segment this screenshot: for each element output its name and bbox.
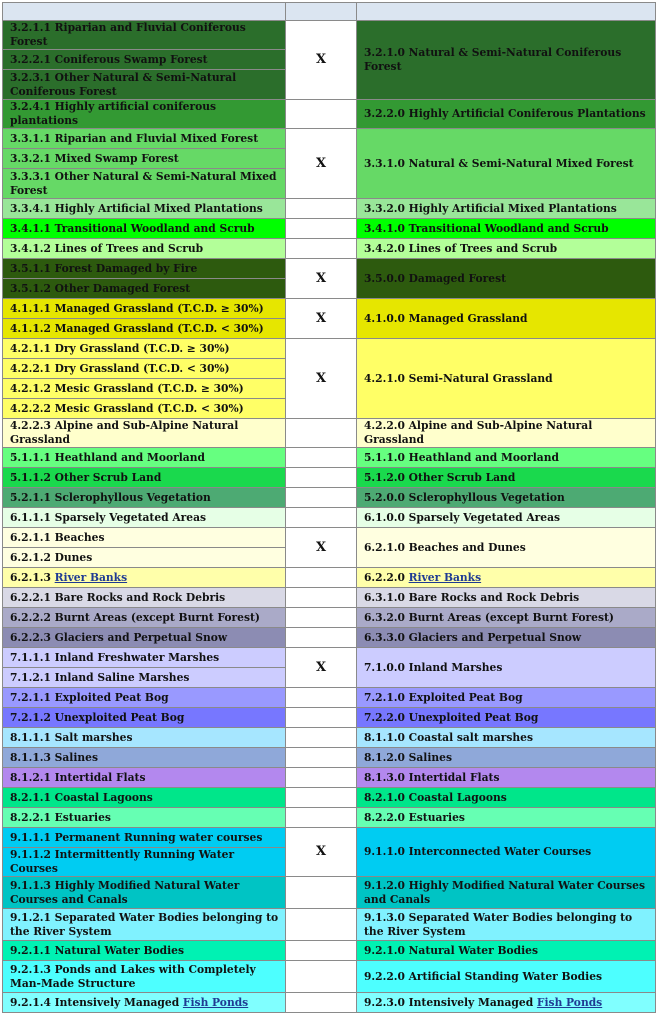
merged-class-cell: 6.3.1.0 Bare Rocks and Rock Debris bbox=[357, 588, 656, 608]
detail-class-cell: 4.2.2.3 Alpine and Sub-Alpine Natural Grassland bbox=[3, 419, 286, 448]
link-text[interactable]: Fish Ponds bbox=[536, 995, 603, 1009]
detail-class-cell: 3.3.2.1 Mixed Swamp Forest bbox=[3, 149, 286, 169]
merged-class-cell: 3.4.1.0 Transitional Woodland and Scrub bbox=[357, 219, 656, 239]
merged-class-cell: 3.3.2.0 Highly Artificial Mixed Plantations bbox=[357, 199, 656, 219]
detail-class-cell: 4.2.1.1 Dry Grassland (T.C.D. ≥ 30%) bbox=[3, 339, 286, 359]
merge-mark-cell bbox=[286, 993, 357, 1013]
detail-class-cell: 4.2.1.2 Mesic Grassland (T.C.D. ≥ 30%) bbox=[3, 379, 286, 399]
detail-class-cell: 5.1.1.2 Other Scrub Land bbox=[3, 468, 286, 488]
table-row bbox=[3, 788, 656, 808]
detail-class-cell: 6.2.2.1 Bare Rocks and Rock Debris bbox=[3, 588, 286, 608]
merged-class-cell: 3.5.0.0 Damaged Forest bbox=[357, 259, 656, 299]
merge-mark-cell: X bbox=[286, 648, 357, 688]
merge-mark-cell bbox=[286, 448, 357, 468]
detail-class-cell: 3.2.3.1 Other Natural & Semi-Natural Coniferous Forest bbox=[3, 70, 286, 100]
detail-class-cell: 3.2.1.1 Riparian and Fluvial Coniferous Forest bbox=[3, 21, 286, 50]
merge-mark-cell bbox=[286, 748, 357, 768]
merge-mark-cell bbox=[286, 468, 357, 488]
detail-class-cell: 3.5.1.2 Other Damaged Forest bbox=[3, 279, 286, 299]
detail-class-cell: 3.3.4.1 Highly Artificial Mixed Plantations bbox=[3, 199, 286, 219]
merged-class-cell: 4.1.0.0 Managed Grassland bbox=[357, 299, 656, 339]
detail-class-cell: 7.1.2.1 Inland Saline Marshes bbox=[3, 668, 286, 688]
detail-class-cell: 8.1.1.1 Salt marshes bbox=[3, 728, 286, 748]
merge-mark-cell: X bbox=[286, 21, 357, 100]
merged-class-cell: 6.3.2.0 Burnt Areas (except Burnt Forest) bbox=[357, 608, 656, 628]
header-cell-right bbox=[357, 3, 656, 21]
merged-class-cell: 5.1.1.0 Heathland and Moorland bbox=[357, 448, 656, 468]
detail-class-cell: 8.2.2.1 Estuaries bbox=[3, 808, 286, 828]
table-row bbox=[3, 728, 656, 748]
detail-class-cell: 8.1.1.3 Salines bbox=[3, 748, 286, 768]
merged-class-cell: 3.2.2.0 Highly Artificial Coniferous Plantations bbox=[357, 100, 656, 129]
merge-mark-cell bbox=[286, 808, 357, 828]
merge-mark-cell bbox=[286, 909, 357, 941]
merge-mark-cell: X bbox=[286, 828, 357, 877]
merged-class-cell: 4.2.1.0 Semi-Natural Grassland bbox=[357, 339, 656, 419]
merged-class-cell: 9.1.1.0 Interconnected Water Courses bbox=[357, 828, 656, 877]
merged-class-cell: 7.2.2.0 Unexploited Peat Bog bbox=[357, 708, 656, 728]
merged-class-cell: 9.1.2.0 Highly Modified Natural Water Courses and Canals bbox=[357, 877, 656, 909]
header-cell-mid bbox=[286, 3, 357, 21]
detail-class-cell: 4.2.2.2 Mesic Grassland (T.C.D. < 30%) bbox=[3, 399, 286, 419]
detail-class-cell: 5.1.1.1 Heathland and Moorland bbox=[3, 448, 286, 468]
merged-class-cell: 9.1.3.0 Separated Water Bodies belonging to the River System bbox=[357, 909, 656, 941]
merge-mark-cell bbox=[286, 219, 357, 239]
merged-class-cell: 8.1.3.0 Intertidal Flats bbox=[357, 768, 656, 788]
table-row bbox=[3, 909, 656, 941]
detail-class-cell: 8.1.2.1 Intertidal Flats bbox=[3, 768, 286, 788]
table-row bbox=[3, 708, 656, 728]
link-text[interactable]: River Banks bbox=[408, 570, 482, 584]
table-row bbox=[3, 828, 656, 848]
table-row bbox=[3, 648, 656, 668]
merged-class-cell: 6.2.1.0 Beaches and Dunes bbox=[357, 528, 656, 568]
merged-class-cell: 8.1.2.0 Salines bbox=[357, 748, 656, 768]
detail-class-cell: 3.2.4.1 Highly artificial coniferous plantations bbox=[3, 100, 286, 129]
merged-class-cell: 8.2.2.0 Estuaries bbox=[357, 808, 656, 828]
detail-class-cell: 4.2.2.1 Dry Grassland (T.C.D. < 30%) bbox=[3, 359, 286, 379]
detail-class-cell: 9.1.2.1 Separated Water Bodies belonging to the River System bbox=[3, 909, 286, 941]
table-row bbox=[3, 588, 656, 608]
table-row bbox=[3, 299, 656, 319]
table-row bbox=[3, 941, 656, 961]
merge-mark-cell bbox=[286, 728, 357, 748]
merged-class-cell: 7.1.0.0 Inland Marshes bbox=[357, 648, 656, 688]
merge-mark-cell bbox=[286, 588, 357, 608]
merged-class-cell: 6.2.2.0 River Banks bbox=[357, 568, 656, 588]
legend-table-body bbox=[3, 3, 656, 1013]
merge-mark-cell bbox=[286, 199, 357, 219]
table-row bbox=[3, 568, 656, 588]
detail-class-cell: 3.4.1.2 Lines of Trees and Scrub bbox=[3, 239, 286, 259]
detail-class-cell: 4.1.1.1 Managed Grassland (T.C.D. ≥ 30%) bbox=[3, 299, 286, 319]
merge-mark-cell bbox=[286, 768, 357, 788]
merge-mark-cell bbox=[286, 608, 357, 628]
table-row bbox=[3, 877, 656, 909]
table-row bbox=[3, 129, 656, 149]
detail-class-cell: 7.2.1.2 Unexploited Peat Bog bbox=[3, 708, 286, 728]
table-row bbox=[3, 259, 656, 279]
merge-mark-cell bbox=[286, 100, 357, 129]
merged-class-cell: 5.2.0.0 Sclerophyllous Vegetation bbox=[357, 488, 656, 508]
table-row bbox=[3, 768, 656, 788]
table-row bbox=[3, 628, 656, 648]
detail-class-cell: 3.3.3.1 Other Natural & Semi-Natural Mixed Forest bbox=[3, 169, 286, 199]
merged-class-cell: 8.2.1.0 Coastal Lagoons bbox=[357, 788, 656, 808]
merged-class-cell: 4.2.2.0 Alpine and Sub-Alpine Natural Grassland bbox=[357, 419, 656, 448]
merged-class-cell: 3.2.1.0 Natural & Semi-Natural Coniferous Forest bbox=[357, 21, 656, 100]
merged-class-cell: 3.4.2.0 Lines of Trees and Scrub bbox=[357, 239, 656, 259]
detail-class-cell: 3.3.1.1 Riparian and Fluvial Mixed Forest bbox=[3, 129, 286, 149]
merged-class-cell: 6.1.0.0 Sparsely Vegetated Areas bbox=[357, 508, 656, 528]
detail-class-cell: 5.2.1.1 Sclerophyllous Vegetation bbox=[3, 488, 286, 508]
table-row bbox=[3, 993, 656, 1013]
table-row bbox=[3, 488, 656, 508]
detail-class-cell: 6.2.2.2 Burnt Areas (except Burnt Forest) bbox=[3, 608, 286, 628]
merge-mark-cell bbox=[286, 628, 357, 648]
table-row bbox=[3, 21, 656, 50]
merge-mark-cell bbox=[286, 508, 357, 528]
table-row bbox=[3, 468, 656, 488]
merge-mark-cell bbox=[286, 877, 357, 909]
detail-class-cell: 9.2.1.4 Intensively Managed Fish Ponds bbox=[3, 993, 286, 1013]
detail-class-cell: 3.2.2.1 Coniferous Swamp Forest bbox=[3, 50, 286, 70]
merge-mark-cell bbox=[286, 488, 357, 508]
detail-class-cell: 6.2.1.1 Beaches bbox=[3, 528, 286, 548]
merge-mark-cell: X bbox=[286, 339, 357, 419]
merge-mark-cell bbox=[286, 708, 357, 728]
merged-class-cell: 6.3.3.0 Glaciers and Perpetual Snow bbox=[357, 628, 656, 648]
detail-class-cell: 6.2.1.3 River Banks bbox=[3, 568, 286, 588]
table-row bbox=[3, 419, 656, 448]
detail-class-cell: 9.1.1.1 Permanent Running water courses bbox=[3, 828, 286, 848]
detail-class-cell: 9.1.1.2 Intermittently Running Water Courses bbox=[3, 848, 286, 877]
table-row bbox=[3, 748, 656, 768]
table-row bbox=[3, 100, 656, 129]
table-row bbox=[3, 688, 656, 708]
detail-class-cell: 6.2.1.2 Dunes bbox=[3, 548, 286, 568]
merge-mark-cell bbox=[286, 961, 357, 993]
merge-mark-cell bbox=[286, 688, 357, 708]
merged-class-cell: 3.3.1.0 Natural & Semi-Natural Mixed Forest bbox=[357, 129, 656, 199]
detail-class-cell: 7.1.1.1 Inland Freshwater Marshes bbox=[3, 648, 286, 668]
merge-mark-cell bbox=[286, 239, 357, 259]
merged-class-cell: 5.1.2.0 Other Scrub Land bbox=[357, 468, 656, 488]
table-row bbox=[3, 339, 656, 359]
detail-class-cell: 6.1.1.1 Sparsely Vegetated Areas bbox=[3, 508, 286, 528]
table-row bbox=[3, 239, 656, 259]
detail-class-cell: 6.2.2.3 Glaciers and Perpetual Snow bbox=[3, 628, 286, 648]
merge-mark-cell: X bbox=[286, 129, 357, 199]
table-row bbox=[3, 808, 656, 828]
detail-class-cell: 9.2.1.1 Natural Water Bodies bbox=[3, 941, 286, 961]
merged-class-cell: 9.2.3.0 Intensively Managed Fish Ponds bbox=[357, 993, 656, 1013]
merge-mark-cell bbox=[286, 568, 357, 588]
table-row bbox=[3, 219, 656, 239]
link-text[interactable]: Fish Ponds bbox=[182, 995, 249, 1009]
detail-class-cell: 9.1.1.3 Highly Modified Natural Water Courses and Canals bbox=[3, 877, 286, 909]
detail-class-cell: 4.1.1.2 Managed Grassland (T.C.D. < 30%) bbox=[3, 319, 286, 339]
detail-class-cell: 9.2.1.3 Ponds and Lakes with Completely Man-Made Structure bbox=[3, 961, 286, 993]
merge-mark-cell: X bbox=[286, 259, 357, 299]
table-row bbox=[3, 199, 656, 219]
merge-mark-cell: X bbox=[286, 528, 357, 568]
merged-class-cell: 9.2.1.0 Natural Water Bodies bbox=[357, 941, 656, 961]
merge-mark-cell: X bbox=[286, 299, 357, 339]
legend-table bbox=[2, 2, 656, 1013]
detail-class-cell: 8.2.1.1 Coastal Lagoons bbox=[3, 788, 286, 808]
merged-class-cell: 8.1.1.0 Coastal salt marshes bbox=[357, 728, 656, 748]
table-row bbox=[3, 961, 656, 993]
table-row bbox=[3, 508, 656, 528]
table-row bbox=[3, 608, 656, 628]
table-row bbox=[3, 528, 656, 548]
merged-class-cell: 9.2.2.0 Artificial Standing Water Bodies bbox=[357, 961, 656, 993]
header-row bbox=[3, 3, 656, 21]
header-cell-left bbox=[3, 3, 286, 21]
merged-class-cell: 7.2.1.0 Exploited Peat Bog bbox=[357, 688, 656, 708]
merge-mark-cell bbox=[286, 788, 357, 808]
link-text[interactable]: River Banks bbox=[54, 570, 128, 584]
detail-class-cell: 7.2.1.1 Exploited Peat Bog bbox=[3, 688, 286, 708]
merge-mark-cell bbox=[286, 941, 357, 961]
merge-mark-cell bbox=[286, 419, 357, 448]
detail-class-cell: 3.5.1.1 Forest Damaged by Fire bbox=[3, 259, 286, 279]
table-row bbox=[3, 448, 656, 468]
detail-class-cell: 3.4.1.1 Transitional Woodland and Scrub bbox=[3, 219, 286, 239]
